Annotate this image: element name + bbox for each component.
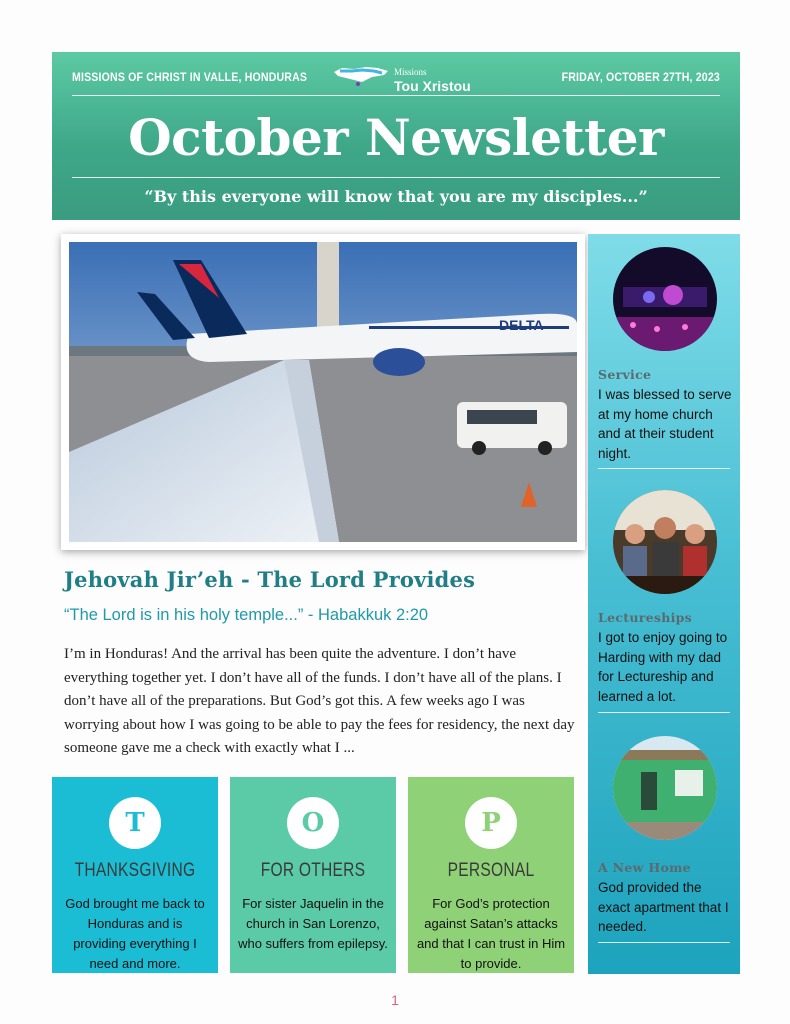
article-body: I’m in Honduras! And the arrival has been quite the adventure. I don’t have everything together yet. I don’t have all of the funds. I don’t have all of the plans. I don’t have all of the preparations. But God’s got this. A few weeks ago I was worrying about how I was going to be able to pay the fees for residency, the next day someone gave me a check with exactly what I ... <box>64 646 575 756</box>
personal-text: For God’s protection against Satan’s attacks and that I can trust in Him to provide. <box>416 896 566 971</box>
personal-box <box>408 777 574 973</box>
logo-big-text: Tou Xristou <box>394 78 471 94</box>
issue-date: FRIDAY, OCTOBER 27TH, 2023 <box>561 70 720 84</box>
service-heading: Service <box>598 367 652 382</box>
concert-image <box>613 247 717 351</box>
for-others-box <box>230 777 396 973</box>
thanksgiving-box <box>52 777 218 973</box>
for-others-heading: FOR OTHERS <box>260 860 366 881</box>
letter-p-badge: P <box>465 797 517 849</box>
plane-logo-text: DELTA <box>499 317 544 333</box>
page-title: October Newsletter <box>128 108 664 167</box>
divider <box>72 177 720 178</box>
airport-photo <box>61 234 585 550</box>
lectureships-photo <box>613 490 717 594</box>
header-verse: “By this everyone will know that you are my disciples...” <box>144 187 648 206</box>
letter-t-badge: T <box>109 797 161 849</box>
divider <box>598 942 730 943</box>
divider <box>598 468 730 469</box>
logo <box>332 62 492 94</box>
house-image <box>613 736 717 840</box>
honduras-map-icon <box>332 62 392 94</box>
article-title: Jehovah Jir’eh - The Lord Provides <box>64 567 476 592</box>
page-number: 1 <box>391 992 399 1008</box>
personal-heading: PERSONAL <box>447 860 535 881</box>
new-home-heading: A New Home <box>598 860 691 875</box>
org-name: MISSIONS OF CHRIST IN VALLE, HONDURAS <box>72 70 308 84</box>
divider <box>72 95 720 96</box>
logo-small-text: Missions <box>394 67 427 77</box>
header-banner <box>52 52 740 220</box>
sidebar <box>588 234 740 974</box>
article-subtitle: “The Lord is in his holy temple...” - Habakkuk 2:20 <box>64 606 429 624</box>
thanksgiving-text: God brought me back to Honduras and is providing everything I need and more. <box>65 896 205 971</box>
letter-o-badge: O <box>287 797 339 849</box>
lectureships-text: I got to enjoy going to Harding with my dad for Lectureship and learned a lot. <box>598 630 728 704</box>
new-home-photo <box>613 736 717 840</box>
airplane-image <box>69 242 577 542</box>
for-others-text: For sister Jaquelin in the church in San Lorenzo, who suffers from epilepsy. <box>238 896 388 951</box>
thanksgiving-heading: THANKSGIVING <box>74 860 196 881</box>
new-home-text: God provided the exact apartment that I needed. <box>598 880 729 934</box>
people-image <box>613 490 717 594</box>
lectureships-heading: Lectureships <box>598 610 693 625</box>
service-text: I was blessed to serve at my home church and at their student night. <box>598 387 732 461</box>
divider <box>598 712 730 713</box>
service-photo <box>613 247 717 351</box>
